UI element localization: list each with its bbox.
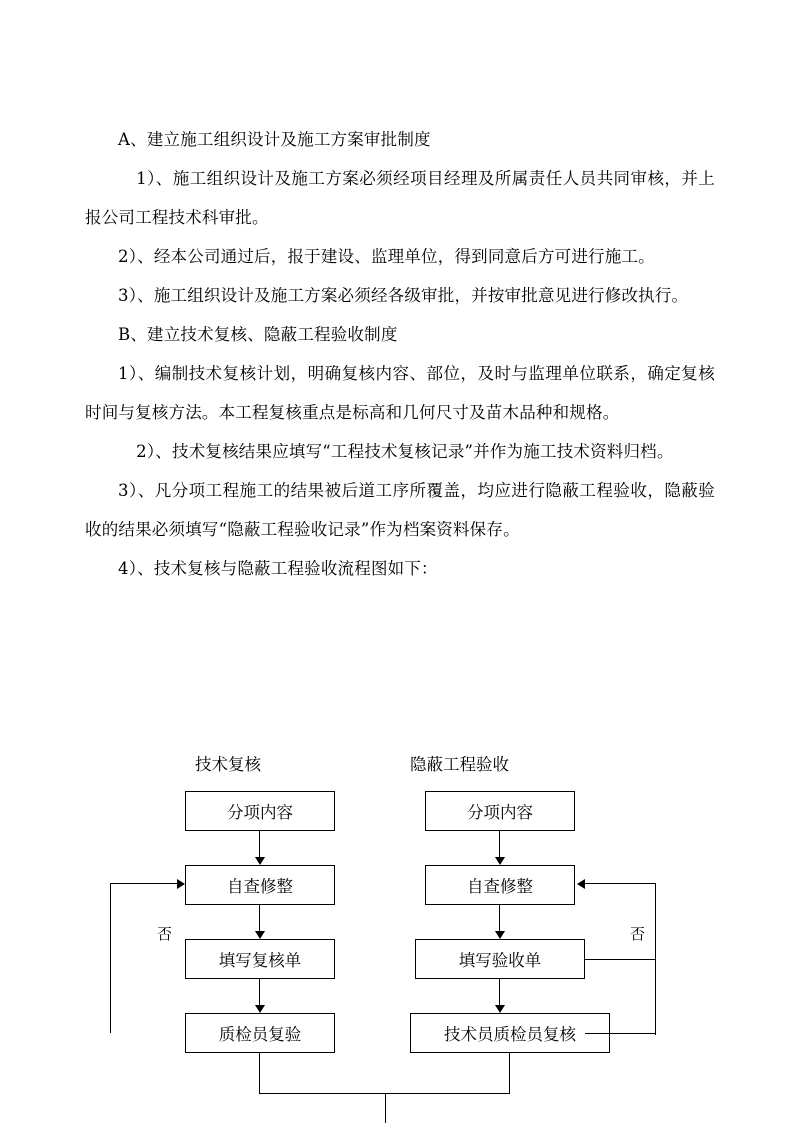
- flow-loop-right-arrow: [577, 879, 585, 889]
- flow-loop-left-arrow: [177, 879, 185, 889]
- flow-loop-right-vertical: [655, 883, 656, 1035]
- paragraph-a-1: 1）、施工组织设计及施工方案必须经项目经理及所属责任人员共同审核，并上报公司工程技术科审批。: [85, 169, 715, 227]
- flow-arrow-left-2-3: [255, 931, 265, 939]
- flow-label-left-no: 否: [157, 925, 173, 943]
- flow-arrow-right-1-2: [495, 857, 505, 865]
- flow-loop-right-bottom2: [585, 1033, 655, 1034]
- paragraph-b-heading: B、建立技术复核、隐蔽工程验收制度: [118, 325, 398, 344]
- paragraph-a-3: 3）、施工组织设计及施工方案必须经各级审批，并按审批意见进行修改执行。: [118, 286, 689, 305]
- paragraph-a-heading: A、建立施工组织设计及施工方案审批制度: [118, 130, 431, 149]
- flowchart-title-right: 隐蔽工程验收: [410, 755, 509, 774]
- flowchart-title-left: 技术复核: [195, 755, 261, 774]
- paragraph-b-1: 1）、编制技术复核计划，明确复核内容、部位，及时与监理单位联系，确定复核时间与复核方法。本工程复核重点是标高和几何尺寸及苗木品种和规格。: [85, 364, 715, 422]
- flow-node-right-3[interactable]: 填写验收单: [415, 939, 585, 979]
- flow-node-right-1[interactable]: 分项内容: [425, 791, 575, 831]
- flow-node-left-1[interactable]: 分项内容: [185, 791, 335, 831]
- flow-arrow-left-1-2: [255, 857, 265, 865]
- document-body: [85, 120, 715, 588]
- flow-merge-down: [385, 1093, 386, 1123]
- flow-loop-left-top: [110, 883, 180, 884]
- flow-loop-right-bottom: [585, 959, 655, 960]
- flow-node-left-4[interactable]: 质检员复验: [185, 1013, 335, 1053]
- flow-merge-right-stem: [509, 1053, 510, 1093]
- flow-arrow-right-3-4: [495, 1005, 505, 1013]
- flow-arrow-right-2-3: [495, 931, 505, 939]
- flow-node-right-4[interactable]: 技术员质检员复核: [410, 1013, 610, 1053]
- flow-merge-left-stem: [259, 1053, 260, 1093]
- flow-label-right-no: 否: [630, 925, 646, 943]
- paragraph-b-4: 4）、技术复核与隐蔽工程验收流程图如下：: [118, 559, 438, 578]
- paragraph-b-3: 3）、凡分项工程施工的结果被后道工序所覆盖，均应进行隐蔽工程验收，隐蔽验收的结果必须填写“隐蔽工程验收记录”作为档案资料保存。: [85, 481, 715, 539]
- flow-arrow-left-3-4: [255, 1005, 265, 1013]
- flowchart: [85, 745, 715, 1125]
- flow-loop-right-top: [583, 883, 655, 884]
- flow-node-left-3[interactable]: 填写复核单: [185, 939, 335, 979]
- flow-node-left-2[interactable]: 自查修整: [185, 865, 335, 905]
- paragraph-b-2: 2）、技术复核结果应填写“工程技术复核记录”并作为施工技术资料归档。: [136, 442, 674, 461]
- flow-loop-left-vertical: [110, 883, 111, 1033]
- flow-node-right-2[interactable]: 自查修整: [425, 865, 575, 905]
- paragraph-a-2: 2）、经本公司通过后，报于建设、监理单位，得到同意后方可进行施工。: [118, 247, 655, 266]
